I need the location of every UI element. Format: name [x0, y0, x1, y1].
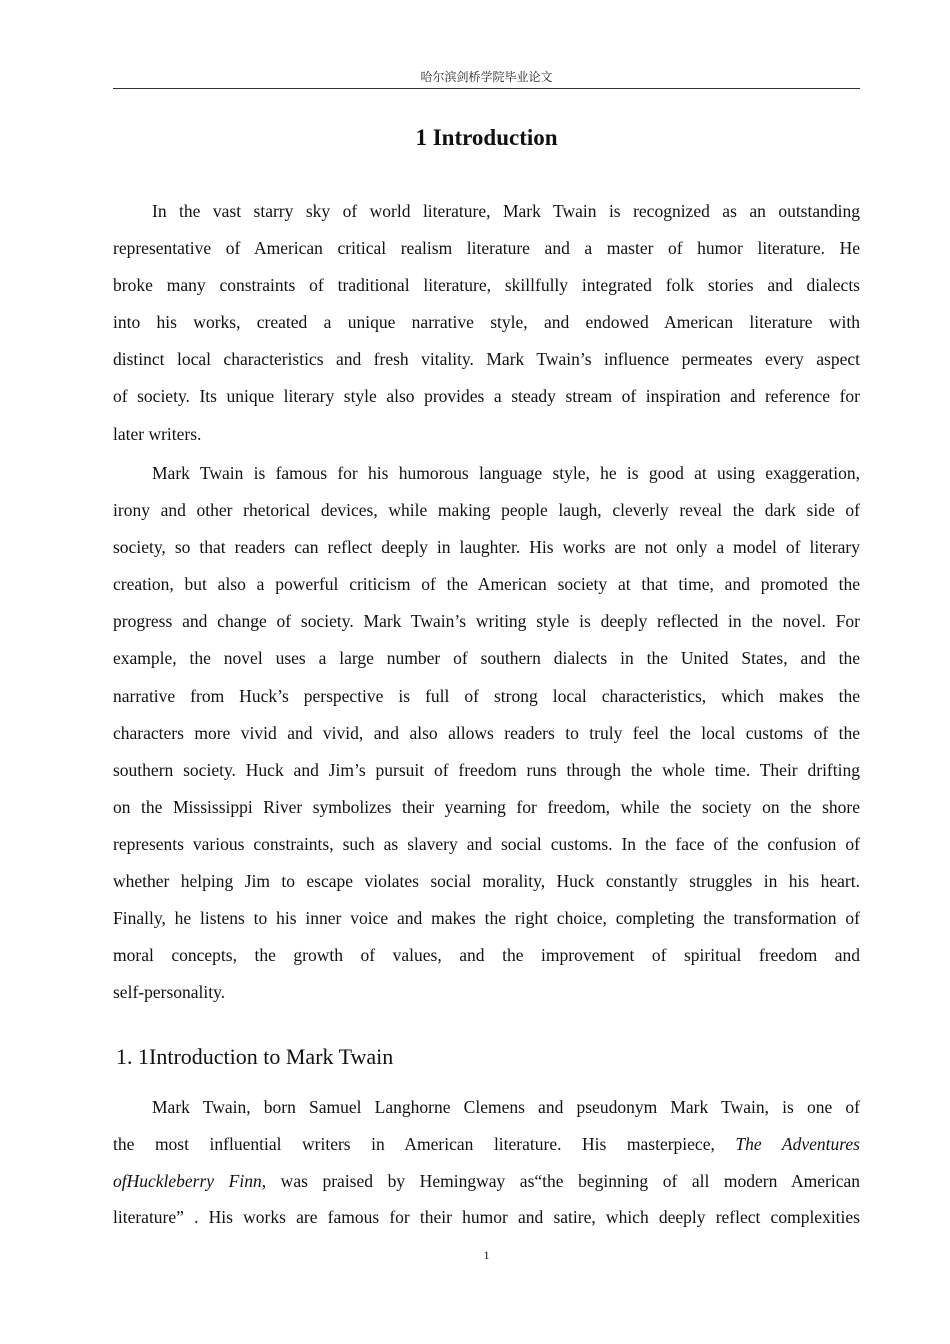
text-line: distinct local characteristics and fresh vitality. Mark Twain’s influence permeates every aspect: [113, 349, 860, 370]
text-line: southern society. Huck and Jim’s pursuit of freedom runs through the whole time. Their drifting: [113, 759, 860, 780]
text-line: Mark Twain is famous for his humorous language style, he is good at using exaggeration,: [152, 463, 860, 483]
section-title: 1. 1Introduction to Mark Twain: [116, 1044, 394, 1069]
text-line: Mark Twain, born Samuel Langhorne Clemens and pseudonym Mark Twain, is one of: [152, 1097, 860, 1117]
text-line: represents various constraints, such as slavery and social customs. In the face of the confusion of: [113, 833, 860, 854]
paragraph-1: [113, 193, 860, 453]
text-line: [113, 1126, 860, 1163]
paragraph-2: [113, 455, 860, 1011]
text-line: progress and change of society. Mark Twain’s writing style is deeply reflected in the novel. For: [113, 611, 860, 632]
text-line: In the vast starry sky of world literature, Mark Twain is recognized as an outstanding: [152, 201, 860, 221]
text-line: representative of American critical realism literature and a master of humor literature. He: [113, 238, 860, 259]
header-rule: [113, 88, 860, 89]
text-line: creation, but also a powerful criticism of the American society at that time, and promoted the: [113, 574, 860, 595]
text-line: on the Mississippi River symbolizes their yearning for freedom, while the society on the shore: [113, 796, 860, 817]
book-title-italic: ofHuckleberry Finn: [113, 1170, 262, 1191]
text-line: [113, 1163, 860, 1200]
text-line: literature” . His works are famous for their humor and satire, which deeply reflect complexities: [113, 1207, 860, 1228]
text-line: later writers.: [113, 423, 202, 444]
text-line: society, so that readers can reflect deeply in laughter. His works are not only a model of literary: [113, 537, 860, 558]
text-line: into his works, created a unique narrative style, and endowed American literature with: [113, 312, 860, 333]
text-line: broke many constraints of traditional literature, skillfully integrated folk stories and dialects: [113, 275, 860, 296]
text-segment: the most influential writers in American literature. His masterpiece,: [113, 1133, 715, 1154]
text-line: moral concepts, the growth of values, and the improvement of spiritual freedom and: [113, 945, 860, 966]
text-segment: , was praised by Hemingway as“the beginning of all modern American: [261, 1170, 860, 1191]
text-line: of society. Its unique literary style also provides a steady stream of inspiration and reference for: [113, 386, 860, 407]
chapter-title: 1 Introduction: [415, 125, 558, 150]
paragraph-3: [113, 1089, 860, 1236]
text-line: characters more vivid and vivid, and also allows readers to truly feel the local customs of the: [113, 722, 860, 743]
text-line: narrative from Huck’s perspective is full of strong local characteristics, which makes the: [113, 685, 860, 706]
text-line: irony and other rhetorical devices, while making people laugh, cleverly reveal the dark side of: [113, 500, 860, 521]
page-number: 1: [483, 1248, 490, 1262]
text-line: whether helping Jim to escape violates social morality, Huck constantly struggles in his heart.: [113, 871, 860, 892]
book-title-italic: The Adventures: [735, 1133, 860, 1154]
text-line: example, the novel uses a large number of southern dialects in the United States, and the: [113, 648, 860, 669]
page-header: 哈尔滨剑桥学院毕业论文: [420, 70, 553, 84]
text-line: self-personality.: [113, 982, 226, 1003]
text-line: Finally, he listens to his inner voice and makes the right choice, completing the transformation of: [113, 908, 860, 929]
